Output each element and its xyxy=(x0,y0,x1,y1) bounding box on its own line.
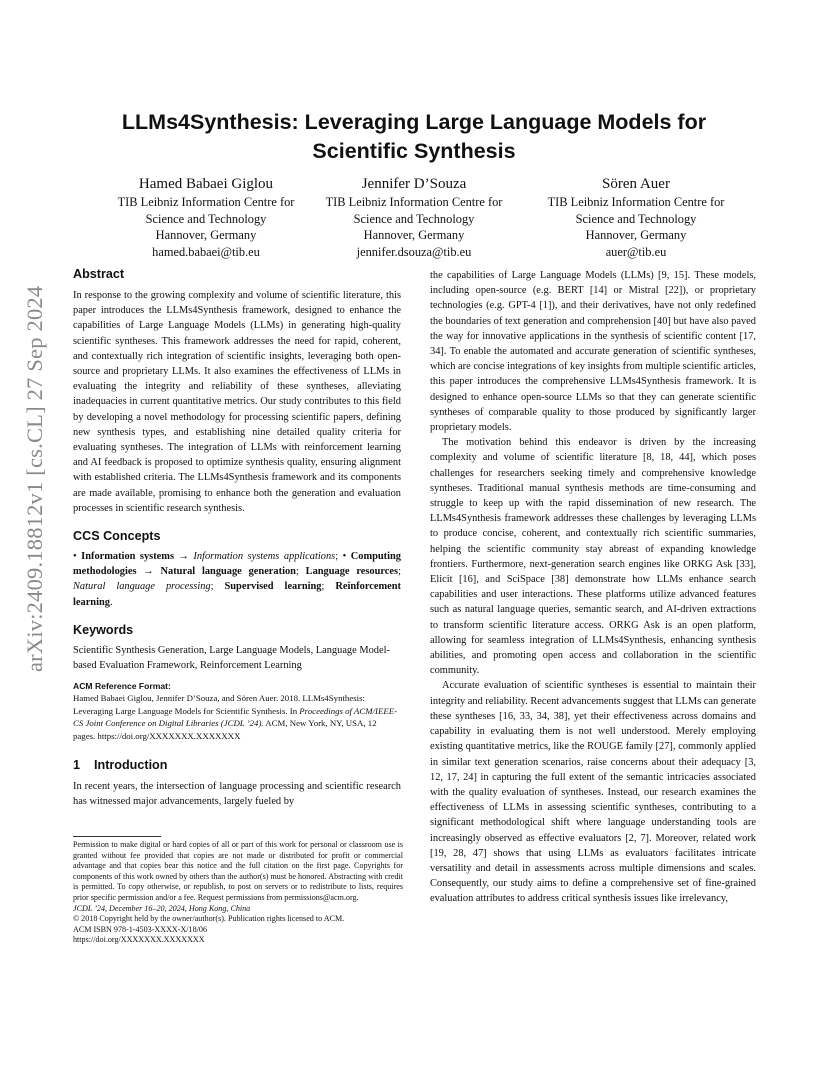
permission-text: Permission to make digital or hard copies of all or part of this work for personal or classroom use is granted without fee provided that copies are not made or distributed for profit or commercial advantage and that copies bear this notice and the full citation on the first page. Copyrights for components of this work owned by others than the author(s) must be honored. Abstracting with credit is permitted. To copy otherwise, or republish, to post on servers or to redistribute to lists, requires prior specific permission and/or a fee. Request permissions from permissions@acm.org. xyxy=(73,840,403,902)
right-column xyxy=(430,268,756,907)
author-affiliation: TIB Leibniz Information Centre for xyxy=(547,195,725,209)
author-location: Hannover, Germany xyxy=(585,228,687,242)
author-affiliation: Science and Technology xyxy=(145,211,267,226)
author-email: jennifer.dsouza@tib.eu xyxy=(356,244,472,259)
ccs-sep: ; xyxy=(295,566,306,578)
author-email: auer@tib.eu xyxy=(605,244,667,259)
intro-paragraph-2: The motivation behind this endeavor is driven by the increasing complexity and volume of scientific literature [8, 18, 44], which poses challenges for researchers seeking timely and comprehensive knowledge syntheses. Traditional manual synthesis methods are time-consuming and struggle to keep up with the rapid dissemination of new research. The LLMs4Synthesis framework addresses these challenges by leveraging LLMs to produce concise, coherent, and contextually rich scientific summaries, helping the scientific community stay abreast of expanding knowledge frontiers. Furthermore, next-generation search engines like ORKG Ask [33], Elicit [16], and SciSpace [38] demonstrate how LLMs enhance search capabilities and user interactions. These platforms utilize advanced features such as natural language queries, semantic search, and AI-driven extractions to transform scientific literature access. ORKG Ask is an open platform, allowing for seamless integration of LLMs4Synthesis, enhancing synthesis abilities, and promoting open access and collaboration in the scientific community. xyxy=(430,437,756,677)
ccs-term: Language resources xyxy=(305,566,399,578)
isbn-line: ACM ISBN 978-1-4503-XXXX-X/18/06 xyxy=(73,924,207,934)
ccs-bullet: • xyxy=(73,551,82,563)
copyright-line: © 2018 Copyright held by the owner/author(s). Publication rights licensed to ACM. xyxy=(73,914,345,924)
ccs-term: Computing methodologies xyxy=(73,551,401,578)
title-line-2: Scientific Synthesis xyxy=(312,139,516,163)
ccs-arrow: → xyxy=(173,551,194,563)
acm-reference-part: ACM, New York, NY, USA, 12 pages. https://doi.org/XXXXXXX.XXXXXXX xyxy=(73,718,377,742)
introduction-text: In recent years, the intersection of language processing and scientific research has witnessed major advancements, largely fueled by xyxy=(73,780,401,807)
author-location: Hannover, Germany xyxy=(155,228,257,242)
author-affiliation: Science and Technology xyxy=(575,211,697,226)
introduction-heading: 1 Introduction xyxy=(73,757,168,772)
author-block-2 xyxy=(294,174,534,260)
ccs-arrow: → xyxy=(136,566,161,578)
ccs-subterm: Information systems applications xyxy=(193,551,336,563)
intro-paragraph-1: the capabilities of Large Language Models (LLMs) [9, 15]. These models, including open-source (e.g. BERT [14] or Mistral [22]), or proprietary technologies (e.g. GPT-4 [1]), and their derivatives, have not only redefined the boundaries of text generation and comprehension [40] but have also paved the way for innovative applications in the synthesis of scientific content [17, 34]. To enable the automated and accurate generation of scientific syntheses, which are concise integrations of key insights from multiple scientific articles, this paper introduces the comprehensive LLMs4Synthesis framework. It is designed to enhance open-source LLMs so that they can generate scientific syntheses of comparable quality to those produced by significantly larger proprietary models. xyxy=(430,270,756,434)
left-column xyxy=(73,266,401,809)
ccs-heading: CCS Concepts xyxy=(73,529,161,544)
acm-reference-heading: ACM Reference Format: xyxy=(73,681,171,692)
abstract-text: In response to the growing complexity and volume of scientific literature, this paper introduces the LLMs4Synthesis framework, designed to enhance the capabilities of Large Language Models (LLMs) in generating high-quality scientific syntheses. This framework addresses the need for rapid, coherent, and contextually rich integration of scientific insights, leveraging both open-source and proprietary LLMs. It also examines the effectiveness of LLMs in evaluating the integrity and reliability of these syntheses, alleviating inadequacies in current quantitative metrics. Our study contributes to this field by developing a novel methodology for processing scientific papers, defining new synthesis types, and establishing nine detailed quality criteria for evaluating syntheses. The integration of LLMs with reinforcement learning and AI feedback is proposed to optimize synthesis quality, ensuring alignment with established criteria. The LLMs4Synthesis framework and its components are made available, promising to enhance both the generation and evaluation processes in scientific research synthesis. xyxy=(73,290,401,514)
intro-paragraph-3: Accurate evaluation of scientific syntheses is essential to maintain their integrity and reliability. Recent advancements suggest that LLMs can generate these syntheses [16, 33, 34, 38], yet their effectiveness across domains and capability in evaluating them is not well understood. Merely employing existing quantitative metrics, like the ROUGE family [27], commonly applied in similar text generation scenarios, raise concerns about their adequacy [3, 12, 17, 24] in capturing the full extent of the semantic intricacies associated with the quality evaluation of syntheses. Instead, our research examines the effectiveness of LLMs in assessing scientific syntheses, contributing to a significant methodological shift where language understanding tools are increasingly observed as effective evaluators [2, 7]. Moreover, related work [19, 28, 47] shows that using LLMs as evaluators facilitates intricate versatility and detail in assessments across multiple dimensions and scales. Consequently, our study aims to define a comprehensive set of fine-grained evaluation attributes to address critical synthesis issues like irrelevancy, xyxy=(430,680,756,905)
ccs-sep: ; xyxy=(210,581,225,593)
ccs-sep: ; xyxy=(321,581,336,593)
author-name: Hamed Babaei Giglou xyxy=(138,176,274,192)
paper-title xyxy=(90,108,738,166)
keywords-text: Scientific Synthesis Generation, Large Language Models, Language Model-based Evaluation Framework, Reinforcement Learning xyxy=(73,644,390,672)
title-line-1: LLMs4Synthesis: Leveraging Large Language Models for xyxy=(121,110,707,134)
author-location: Hannover, Germany xyxy=(363,228,465,242)
abstract-heading: Abstract xyxy=(73,267,125,281)
keywords-heading: Keywords xyxy=(73,622,134,637)
acm-reference-part: Hamed Babaei Giglou, Jennifer D’Souza, and Sören Auer. 2018. LLMs4Synthesis: Leveraging Large Language Models for Scientific Synthesis. In xyxy=(73,693,365,716)
doi-line: https://doi.org/XXXXXXX.XXXXXXX xyxy=(73,935,205,945)
author-block-3 xyxy=(516,174,756,260)
acm-reference-text xyxy=(73,692,401,742)
ccs-sep: ; xyxy=(398,566,401,578)
ccs-subterm: Natural language generation xyxy=(160,566,296,578)
author-affiliation: TIB Leibniz Information Centre for xyxy=(325,195,503,209)
author-affiliation: Science and Technology xyxy=(353,211,475,226)
author-affiliation: TIB Leibniz Information Centre for xyxy=(117,195,295,209)
ccs-subterm: Natural language processing xyxy=(73,581,211,593)
ccs-term: Information systems xyxy=(81,551,174,563)
conference-line: JCDL ’24, December 16–20, 2024, Hong Kong, China xyxy=(73,903,251,913)
ccs-term: Supervised learning xyxy=(224,581,322,593)
author-name: Jennifer D’Souza xyxy=(361,176,467,192)
permission-footnote xyxy=(73,840,403,946)
ccs-sep: . xyxy=(109,596,113,608)
author-block-1 xyxy=(86,174,326,260)
ccs-sep: ; • xyxy=(335,551,351,563)
author-email: hamed.babaei@tib.eu xyxy=(152,244,260,259)
footnote-divider xyxy=(73,836,161,837)
author-name: Sören Auer xyxy=(602,176,670,192)
ccs-concepts xyxy=(73,549,401,610)
arxiv-identifier-stamp: arXiv:2409.18812v1 [cs.CL] 27 Sep 2024 xyxy=(22,285,47,672)
acm-reference-venue: Proceedings of ACM/IEEE-CS Joint Conference on Digital Libraries (JCDL ’24). xyxy=(73,705,398,729)
ccs-term: Reinforcement learning xyxy=(73,581,401,608)
